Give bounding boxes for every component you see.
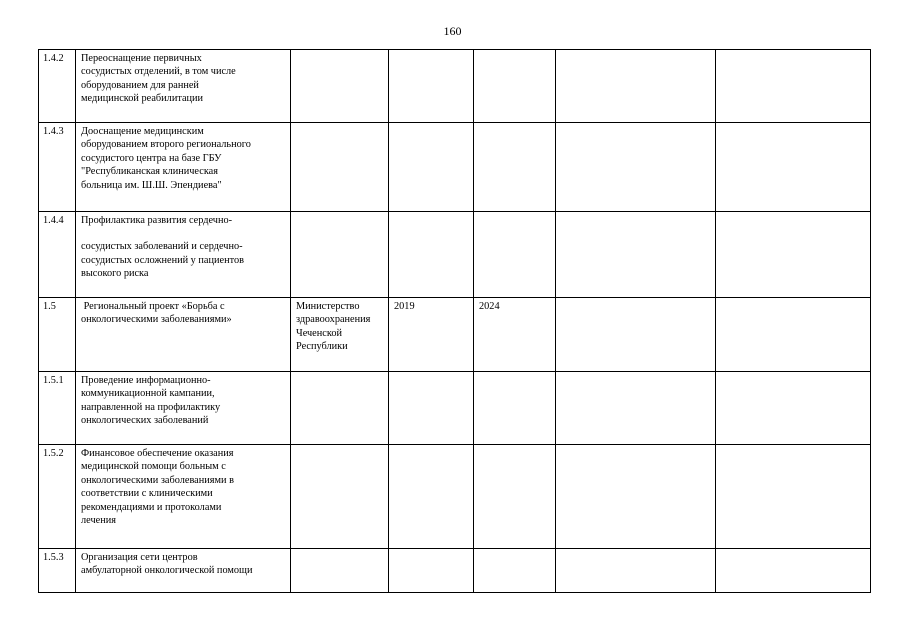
empty-cell <box>556 549 716 593</box>
table-row <box>39 372 871 445</box>
event-name-line: больница им. Ш.Ш. Эпендиева" <box>81 179 222 191</box>
row-number: 1.4.3 <box>39 123 76 212</box>
event-name-line: Проведение информационно- <box>81 375 211 386</box>
executor-cell <box>291 549 389 593</box>
event-name-line: сосудистого центра на базе ГБУ <box>81 152 222 164</box>
event-name-cell <box>76 50 291 123</box>
empty-cell <box>716 298 871 372</box>
empty-cell <box>556 212 716 298</box>
table-row <box>39 298 871 372</box>
empty-cell <box>556 372 716 445</box>
row-number: 1.4.2 <box>39 50 76 123</box>
start-year-cell <box>389 123 474 212</box>
end-year-cell <box>474 549 556 593</box>
event-name-cell <box>76 123 291 212</box>
executor-cell <box>291 212 389 298</box>
event-name-line: "Республиканская клиническая <box>81 166 218 178</box>
event-name-line: медицинской помощи больным с <box>81 461 226 473</box>
table-row <box>39 50 871 123</box>
executor-cell <box>291 372 389 445</box>
event-name-line: сосудистых осложнений у пациентов <box>81 254 244 266</box>
row-number: 1.4.4 <box>39 212 76 298</box>
event-name-line: Региональный проект «Борьба с <box>81 301 225 312</box>
event-name-line: направленной на профилактику <box>81 401 221 413</box>
page-number: 160 <box>443 24 462 38</box>
end-year-cell <box>474 50 556 123</box>
event-name-line: Финансовое обеспечение оказания <box>81 448 234 459</box>
end-year-cell <box>474 445 556 549</box>
end-year-cell <box>474 372 556 445</box>
empty-cell <box>556 445 716 549</box>
start-year-cell <box>389 50 474 123</box>
event-name-line: онкологическими заболеваниями» <box>81 314 232 326</box>
start-year-cell: 2019 <box>389 298 474 372</box>
table-row <box>39 445 871 549</box>
event-name-line: онкологических заболеваний <box>81 415 209 427</box>
empty-cell <box>716 445 871 549</box>
event-name-cell <box>76 549 291 593</box>
empty-cell <box>716 549 871 593</box>
event-name-line: амбулаторной онкологической помощи <box>81 565 253 577</box>
event-name-line: оборудованием второго регионального <box>81 139 251 151</box>
empty-cell <box>556 50 716 123</box>
executor-cell <box>291 445 389 549</box>
row-number: 1.5.3 <box>39 549 76 593</box>
event-name-line: сосудистых заболеваний и сердечно- <box>81 241 243 253</box>
table-row <box>39 212 871 298</box>
event-name-cell <box>76 372 291 445</box>
table-row <box>39 123 871 212</box>
executor-cell <box>291 50 389 123</box>
event-name-line: соответствии с клиническими <box>81 488 213 500</box>
event-name-line: Организация сети центров <box>81 552 198 563</box>
events-table <box>38 49 871 593</box>
empty-cell <box>556 298 716 372</box>
start-year-cell <box>389 549 474 593</box>
event-name-cell <box>76 445 291 549</box>
executor-cell <box>291 123 389 212</box>
event-name-line: онкологическими заболеваниями в <box>81 474 234 486</box>
row-number: 1.5.2 <box>39 445 76 549</box>
start-year-cell <box>389 445 474 549</box>
empty-cell <box>716 50 871 123</box>
row-number: 1.5.1 <box>39 372 76 445</box>
row-number: 1.5 <box>39 298 76 372</box>
event-name-line: Переоснащение первичных <box>81 53 202 64</box>
empty-cell <box>556 123 716 212</box>
event-name-line: медицинской реабилитации <box>81 93 204 105</box>
event-name-line: Дооснащение медицинским <box>81 126 204 137</box>
event-name-line: высокого риска <box>81 268 149 280</box>
executor-cell <box>291 298 389 372</box>
end-year-cell <box>474 123 556 212</box>
start-year-cell <box>389 372 474 445</box>
event-name-line: рекомендациями и протоколами <box>81 501 222 513</box>
end-year-cell <box>474 212 556 298</box>
empty-cell <box>716 372 871 445</box>
end-year-cell: 2024 <box>474 298 556 372</box>
empty-cell <box>716 123 871 212</box>
table-row <box>39 549 871 593</box>
executor-line: Республики <box>296 341 348 353</box>
empty-cell <box>716 212 871 298</box>
executor-line: Чеченской <box>296 327 342 339</box>
start-year-cell <box>389 212 474 298</box>
event-name-line: лечения <box>81 515 116 527</box>
event-name-line: Профилактика развития сердечно- <box>81 215 233 226</box>
event-name-line: сосудистых отделений, в том числе <box>81 66 236 78</box>
event-name-cell <box>76 298 291 372</box>
executor-line: здравоохранения <box>296 314 371 326</box>
event-name-line: оборудованием для ранней <box>81 79 199 91</box>
executor-line: Министерство <box>296 301 360 312</box>
event-name-cell <box>76 212 291 298</box>
event-name-line: коммуникационной кампании, <box>81 388 215 400</box>
